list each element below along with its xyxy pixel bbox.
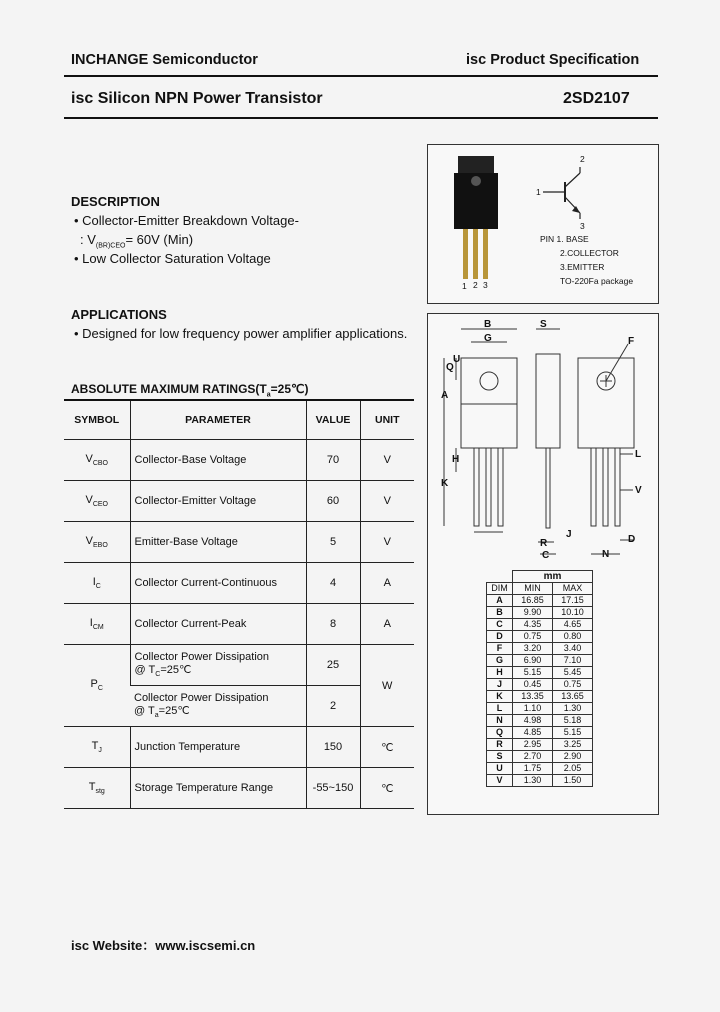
dim-label: Q	[446, 362, 454, 373]
dimension-row: F 3.20 3.40	[487, 643, 593, 655]
dimension-row: J 0.45 0.75	[487, 679, 593, 691]
company-name: INCHANGE Semiconductor	[71, 52, 258, 68]
description-item: • Collector-Emitter Breakdown Voltage-	[74, 213, 299, 228]
dim-label: H	[452, 454, 460, 465]
voltage-spec: : $V_{(BR)CEO}= 60V$ (Min)	[80, 232, 194, 250]
dim-label: V	[635, 485, 642, 496]
dimension-row: S 2.70 2.90	[487, 751, 593, 763]
dimension-row: U 1.75 2.05	[487, 763, 593, 775]
dimension-row: H 5.15 5.45	[487, 667, 593, 679]
table-row: $V_{CEO}$ Collector-Emitter Voltage 60 V	[64, 481, 414, 522]
dimension-row: A 16.85 17.15	[487, 595, 593, 607]
pin-label: 1	[462, 281, 467, 291]
dimension-table	[486, 570, 593, 787]
dim-label: R	[540, 538, 548, 549]
title-rule	[64, 117, 658, 119]
dimension-row: K 13.35 13.65	[487, 691, 593, 703]
pin-label: 3	[483, 280, 488, 290]
dim-label: K	[441, 478, 449, 489]
dimension-row: Q 4.85 5.15	[487, 727, 593, 739]
dimension-row: N 4.98 5.18	[487, 715, 593, 727]
footer	[71, 935, 255, 954]
dimension-row: B 9.90 10.10	[487, 607, 593, 619]
ratings-table	[64, 399, 414, 809]
dim-label: F	[628, 336, 635, 347]
application-item: • Designed for low frequency power amplifier applications.	[74, 326, 408, 341]
table-row: $T_{stg}$ Storage Temperature Range -55~150 ℃	[64, 768, 414, 809]
dim-label: G	[484, 333, 492, 344]
spec-text: Product Specification	[490, 52, 640, 68]
spec-label	[466, 52, 639, 68]
outline-drawing	[428, 314, 658, 564]
package-box	[427, 144, 659, 304]
dim-label: J	[566, 529, 572, 540]
spec-prefix: isc	[466, 52, 487, 68]
ratings-heading: ABSOLUTE MAXIMUM $RATINGS(T_a=25℃)$	[71, 382, 309, 399]
dim-label: D	[628, 534, 636, 545]
symbol-pin-base: 1	[536, 187, 541, 197]
dimension-row: V 1.30 1.50	[487, 775, 593, 787]
dim-label: U	[453, 354, 461, 365]
title-text: Silicon NPN Power Transistor	[97, 90, 323, 107]
dim-label: N	[602, 549, 610, 560]
page-title	[71, 90, 323, 108]
website-link[interactable]: www.iscsemi.cn	[155, 938, 256, 953]
pin-legend: 2.COLLECTOR	[560, 248, 619, 258]
dimension-row: G 6.90 7.10	[487, 655, 593, 667]
package-name: TO-220Fa package	[560, 276, 634, 286]
table-row: $V_{CBO}$ Collector-Base Voltage 70 V	[64, 440, 414, 481]
dim-label: B	[484, 319, 492, 330]
pin-legend: 3.EMITTER	[560, 262, 605, 272]
symbol-pin-collector: 2	[580, 154, 585, 164]
table-header-row: SYMBOL PARAMETER VALUE UNIT	[64, 400, 414, 440]
dimension-row: R 2.95 3.25	[487, 739, 593, 751]
dim-label: C	[542, 550, 550, 561]
table-row: $I_C$ Collector Current-Continuous 4 A	[64, 563, 414, 604]
symbol-pin-emitter: 3	[580, 221, 585, 231]
dimension-row: L 1.10 1.30	[487, 703, 593, 715]
dim-label: S	[540, 319, 547, 330]
header-rule	[64, 75, 658, 77]
table-row: $I_{CM}$ Collector Current-Peak 8 A	[64, 604, 414, 645]
table-row: Collector Power Dissipation @ $T_a=25℃$ 2	[64, 686, 414, 727]
dim-label: L	[635, 449, 642, 460]
description-item: • Low Collector Saturation Voltage	[74, 251, 271, 266]
description-heading: DESCRIPTION	[71, 194, 160, 209]
pin-label: 2	[473, 280, 478, 290]
table-row: $P_C$ Collector Power Dissipation @ $T_C=25℃$ 25 W	[64, 645, 414, 686]
dimension-row: C 4.35 4.65	[487, 619, 593, 631]
applications-heading: APPLICATIONS	[71, 307, 167, 322]
part-number: 2SD2107	[563, 90, 630, 107]
dimension-row: D 0.75 0.80	[487, 631, 593, 643]
title-prefix: isc	[71, 90, 94, 107]
table-row: $V_{EBO}$ Emitter-Base Voltage 5 V	[64, 522, 414, 563]
pin-legend: PIN 1. BASE	[540, 234, 589, 244]
dim-label: A	[441, 390, 449, 401]
table-row: $T_J$ Junction Temperature 150 ℃	[64, 727, 414, 768]
dimension-header-row: DIM MIN MAX	[487, 583, 593, 595]
footer-label: isc Website：	[71, 938, 156, 953]
dimension-unit-row: mm	[487, 571, 593, 583]
